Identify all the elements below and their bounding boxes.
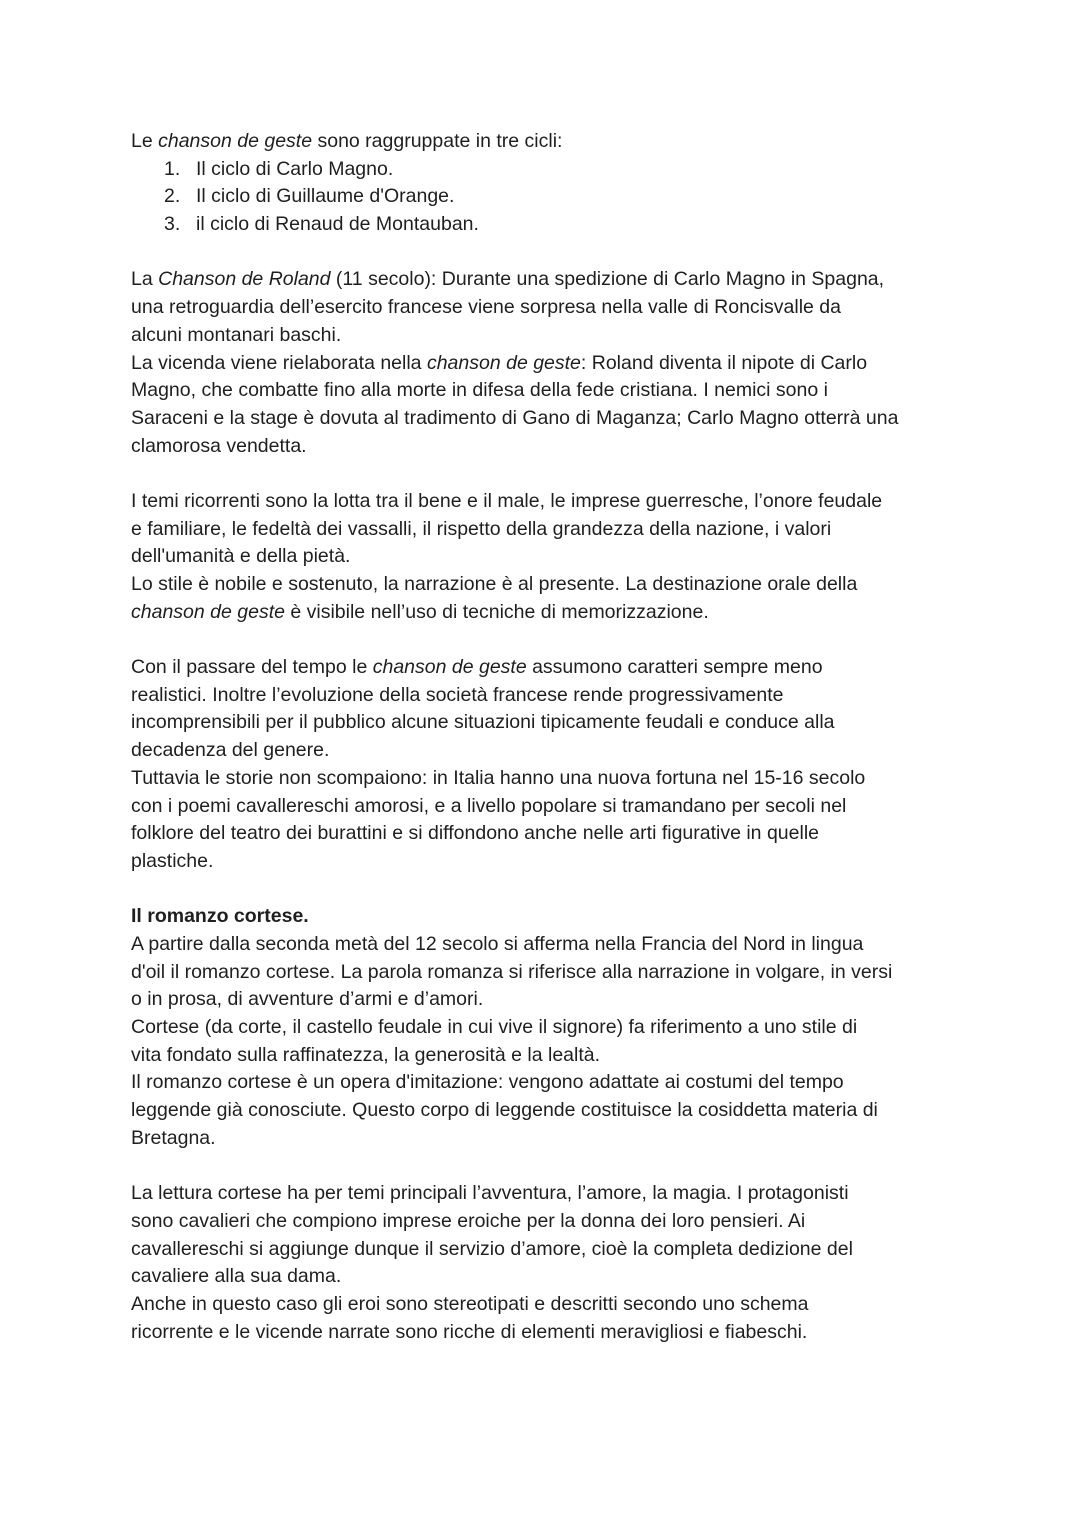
text-segment: Il romanzo cortese. [131, 905, 309, 928]
text-segment: decadenza del genere. [131, 739, 330, 762]
text-line [131, 1069, 1011, 1097]
text-line [131, 1236, 1011, 1264]
text-line [131, 1319, 1011, 1347]
text-line [131, 294, 1011, 322]
italic-text: chanson de geste [372, 656, 527, 679]
text-line [131, 1125, 1011, 1153]
list-item [131, 211, 1011, 239]
blank-line [131, 460, 1011, 488]
text-segment: La [131, 268, 159, 291]
text-line [131, 571, 1011, 599]
text-line [131, 1263, 1011, 1291]
text-line [131, 737, 1011, 765]
text-segment: cavallereschi si aggiunge dunque il servizio d’amore, cioè la completa dedizione del [131, 1237, 853, 1260]
text-line [131, 128, 1011, 156]
text-line [131, 1180, 1011, 1208]
italic-text: chanson de geste [426, 351, 581, 374]
text-segment: Con il passare del tempo le [131, 656, 373, 679]
text-line [131, 488, 1011, 516]
list-number: 3. [164, 213, 181, 236]
text-segment: sono raggruppate in tre cicli: [312, 130, 563, 152]
text-segment: I temi ricorrenti sono la lotta tra il bene e il male, le imprese guerresche, l’onore feudale [131, 489, 883, 512]
text-segment: Saraceni e la stage è dovuta al tradimento di Gano di Maganza; Carlo Magno otterrà una [131, 406, 899, 429]
text-segment: cavaliere alla sua dama. [131, 1265, 342, 1288]
text-segment: ricorrente e le vicende narrate sono ricche di elementi meravigliosi e fiabeschi. [131, 1320, 808, 1343]
text-segment: vita fondato sulla raffinatezza, la generosità e la lealtà. [131, 1043, 601, 1066]
text-segment: Cortese (da corte, il castello feudale in cui vive il signore) fa riferimento a uno stile di [131, 1016, 858, 1038]
text-line [131, 543, 1011, 571]
text-line [131, 709, 1011, 737]
text-line [131, 322, 1011, 350]
text-segment: sono cavalieri che compiono imprese eroiche per la donna dei loro pensieri. Ai [131, 1209, 806, 1232]
blank-line [131, 239, 1011, 267]
text-segment: (11 secolo): Durante una spedizione di Carlo Magno in Spagna, [330, 268, 885, 291]
text-segment: : Roland diventa il nipote di Carlo [580, 351, 868, 374]
list-item [131, 156, 1011, 184]
text-line [131, 1042, 1011, 1070]
text-segment: Il ciclo di Carlo Magno. [196, 157, 394, 180]
text-segment: il ciclo di Renaud de Montauban. [196, 213, 479, 236]
list-number: 1. [164, 157, 181, 180]
text-segment: folklore del teatro dei burattini e si diffondono anche nelle arti figurative in quelle [131, 822, 819, 845]
text-line [131, 931, 1011, 959]
text-line [131, 793, 1011, 821]
italic-text: chanson de geste [158, 130, 313, 152]
text-segment: è visibile nell’uso di tecniche di memorizzazione. [284, 600, 709, 623]
text-segment: Tuttavia le storie non scompaiono: in Italia hanno una nuova fortuna nel 15-16 secolo [131, 766, 866, 789]
text-line [131, 405, 1011, 433]
text-line [131, 820, 1011, 848]
text-segment: leggende già conosciute. Questo corpo di leggende costituisce la cosiddetta materia di [131, 1099, 878, 1122]
text-segment: La lettura cortese ha per temi principali l’avventura, l’amore, la magia. I protagonisti [131, 1182, 849, 1205]
text-segment: Le [131, 130, 159, 152]
text-segment: una retroguardia dell’esercito francese viene sorpresa nella valle di Roncisvalle da [131, 296, 841, 319]
text-line [131, 599, 1011, 627]
text-segment: dell'umanità e della pietà. [131, 545, 351, 568]
text-segment: Magno, che combatte fino alla morte in difesa della fede cristiana. I nemici sono i [131, 379, 828, 402]
list-number: 2. [164, 185, 181, 208]
text-segment: Anche in questo caso gli eroi sono stereotipati e descritti secondo uno schema [131, 1292, 809, 1315]
document-body [131, 128, 1011, 1346]
text-line [131, 986, 1011, 1014]
text-line [131, 516, 1011, 544]
text-segment: incomprensibili per il pubblico alcune situazioni tipicamente feudali e conduce alla [131, 711, 835, 734]
text-segment: alcuni montanari baschi. [131, 323, 342, 346]
section-heading [131, 903, 1011, 931]
text-line [131, 959, 1011, 987]
text-segment: e familiare, le fedeltà dei vassalli, il rispetto della grandezza della nazione, i valori [131, 517, 832, 540]
text-segment: Il romanzo cortese è un opera d'imitazione: vengono adattate ai costumi del tempo [131, 1071, 844, 1094]
text-segment: assumono caratteri sempre meno [526, 656, 823, 679]
list-item [131, 183, 1011, 211]
text-line [131, 1014, 1011, 1042]
text-line [131, 1097, 1011, 1125]
text-line [131, 654, 1011, 682]
text-line [131, 377, 1011, 405]
text-line [131, 1208, 1011, 1236]
text-segment: plastiche. [131, 849, 214, 872]
text-line [131, 350, 1011, 378]
text-segment: clamorosa vendetta. [131, 434, 307, 457]
blank-line [131, 1152, 1011, 1180]
italic-text: chanson de geste [131, 600, 285, 623]
text-line [131, 848, 1011, 876]
text-segment: Bretagna. [131, 1126, 216, 1149]
text-line [131, 765, 1011, 793]
text-line [131, 266, 1011, 294]
blank-line [131, 626, 1011, 654]
text-segment: o in prosa, di avventure d’armi e d’amori. [131, 988, 484, 1011]
text-segment: realistici. Inoltre l’evoluzione della società francese rende progressivamente [131, 683, 784, 706]
text-line [131, 1291, 1011, 1319]
text-line [131, 433, 1011, 461]
text-segment: Lo stile è nobile e sostenuto, la narrazione è al presente. La destinazione orale della [131, 573, 858, 595]
italic-text: Chanson de Roland [158, 268, 331, 291]
text-segment: Il ciclo di Guillaume d'Orange. [196, 185, 455, 208]
text-segment: La vicenda viene rielaborata nella [131, 351, 427, 374]
text-segment: A partire dalla seconda metà del 12 secolo si afferma nella Francia del Nord in lingua [131, 932, 864, 955]
text-line [131, 682, 1011, 710]
text-segment: con i poemi cavallereschi amorosi, e a livello popolare si tramandano per secoli nel [131, 794, 847, 817]
blank-line [131, 876, 1011, 904]
text-segment: d'oil il romanzo cortese. La parola romanza si riferisce alla narrazione in volgare, in versi [131, 960, 893, 983]
